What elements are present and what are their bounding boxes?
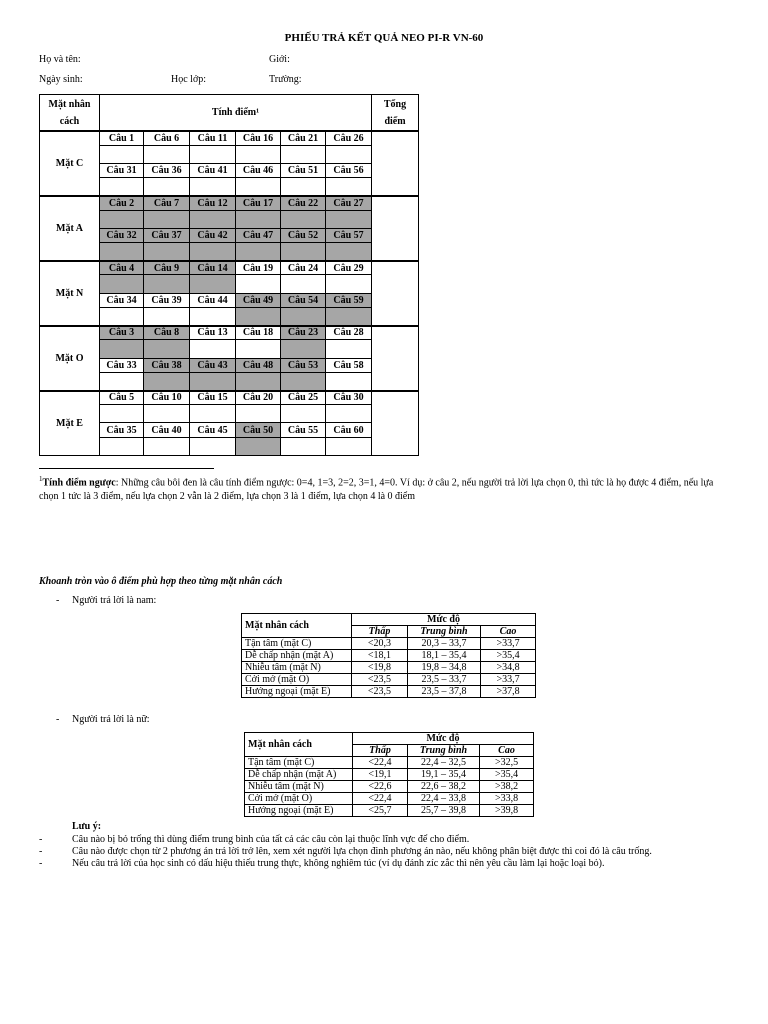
question-label: Câu 9 xyxy=(144,261,190,275)
dob-label: Ngày sinh: xyxy=(39,74,83,85)
norms-score: <23,5 xyxy=(352,674,408,686)
norms-score: 23,5 – 37,8 xyxy=(408,686,481,698)
male-header-high: Cao xyxy=(481,626,536,638)
answer-cell[interactable] xyxy=(100,437,144,455)
answer-cell[interactable] xyxy=(281,145,326,163)
norms-score: >33,7 xyxy=(481,638,536,650)
norms-score: 22,4 – 32,5 xyxy=(408,757,480,769)
question-label: Câu 32 xyxy=(100,228,144,242)
norms-score: >34,8 xyxy=(481,662,536,674)
header-personality-line1: Mặt nhân xyxy=(48,98,91,110)
question-label: Câu 44 xyxy=(190,293,236,307)
school-label: Trường: xyxy=(269,74,302,85)
answer-cell[interactable] xyxy=(236,145,281,163)
norms-score: <22,6 xyxy=(353,781,408,793)
footnote-text: : Những câu bôi đen là câu tính điểm ngược: 0=4, 1=3, 2=2, 3=1, 4=0. Ví dụ: ở câu 2, nếu người trả lời lựa chọn 0, thì tức là họ được 4 điểm, nếu lựa chọn 1 tức là 3 điểm, nếu lựa chọn 2 vẫn là 2 điểm, lựa chọn 3 là 1 điểm, lựa chọn 4 là 0 điểm xyxy=(39,477,714,503)
answer-cell[interactable] xyxy=(326,145,372,163)
norms-score: <22,4 xyxy=(353,757,408,769)
norms-score: >37,8 xyxy=(481,686,536,698)
total-score-cell[interactable] xyxy=(372,196,419,261)
answer-cell[interactable] xyxy=(190,210,236,228)
norms-dimension: Nhiễu tâm (mặt N) xyxy=(242,662,352,674)
answer-cell[interactable] xyxy=(144,372,190,390)
norms-score: >33,7 xyxy=(481,674,536,686)
header-total-line2: điểm xyxy=(384,115,406,127)
norms-dimension: Cởi mở (mặt O) xyxy=(242,674,352,686)
answer-cell[interactable] xyxy=(100,243,144,261)
question-label: Câu 10 xyxy=(144,391,190,405)
page-title: PHIẾU TRẢ KẾT QUẢ NEO PI-R VN-60 xyxy=(284,32,484,44)
question-label: Câu 53 xyxy=(281,358,326,372)
note-text: Câu nào bị bỏ trống thì dùng điểm trung bình của tất cả các câu còn lại thuộc lĩnh vực để cho điểm. xyxy=(72,834,470,845)
footnote-bold: Tính điểm ngược xyxy=(42,477,116,489)
question-label: Câu 54 xyxy=(281,293,326,307)
norms-dimension: Hướng ngoại (mặt E) xyxy=(245,805,353,817)
note-item: - Câu nào bị bỏ trống thì dùng điểm trung bình của tất cả các câu còn lại thuộc lĩnh vực để cho điểm. xyxy=(39,834,470,845)
question-label: Câu 34 xyxy=(100,293,144,307)
answer-cell[interactable] xyxy=(326,437,372,455)
norms-row xyxy=(245,805,534,817)
question-label: Câu 50 xyxy=(236,423,281,437)
name-label: Họ và tên: xyxy=(39,54,81,65)
norms-score: >33,8 xyxy=(480,793,534,805)
answer-cell[interactable] xyxy=(326,372,372,390)
question-label: Câu 13 xyxy=(190,326,236,340)
female-header-low: Thấp xyxy=(353,745,408,757)
question-label: Câu 18 xyxy=(236,326,281,340)
male-header-level: Mức độ xyxy=(352,614,536,626)
question-label: Câu 31 xyxy=(100,163,144,177)
question-label: Câu 39 xyxy=(144,293,190,307)
question-label: Câu 59 xyxy=(326,293,372,307)
footnote-separator xyxy=(39,468,214,469)
bullet-dash: - xyxy=(56,595,60,606)
norms-row xyxy=(245,793,534,805)
answer-cell[interactable] xyxy=(100,178,144,196)
norms-score: 22,6 – 38,2 xyxy=(408,781,480,793)
answer-cell[interactable] xyxy=(236,340,281,358)
question-label: Câu 46 xyxy=(236,163,281,177)
class-label: Học lớp: xyxy=(171,74,207,85)
answer-cell[interactable] xyxy=(326,243,372,261)
question-label: Câu 14 xyxy=(190,261,236,275)
norms-row xyxy=(245,781,534,793)
answer-cell[interactable] xyxy=(100,340,144,358)
notes-list xyxy=(39,834,739,870)
male-header-mid: Trung bình xyxy=(408,626,481,638)
answer-cell[interactable] xyxy=(326,340,372,358)
question-label: Câu 15 xyxy=(190,391,236,405)
question-label: Câu 4 xyxy=(100,261,144,275)
answer-cell[interactable] xyxy=(281,307,326,325)
bullet-dash: - xyxy=(56,714,60,725)
question-label: Câu 16 xyxy=(236,131,281,145)
total-score-cell[interactable] xyxy=(372,326,419,391)
female-norms-table xyxy=(244,732,534,817)
score-table xyxy=(39,94,419,456)
norms-score: >32,5 xyxy=(480,757,534,769)
header-total-line1: Tổng xyxy=(383,98,407,110)
norms-score: >35,4 xyxy=(480,769,534,781)
question-label: Câu 22 xyxy=(281,196,326,210)
answer-cell[interactable] xyxy=(190,405,236,423)
note-text: Câu nào được chọn từ 2 phương án trả lời trở lên, xem xét người lựa chọn đinh phương án nào, nếu không phân biệt được thì coi đó là câu trống. xyxy=(72,846,652,857)
question-label: Câu 23 xyxy=(281,326,326,340)
answer-cell[interactable] xyxy=(236,178,281,196)
answer-cell[interactable] xyxy=(236,405,281,423)
norms-row xyxy=(242,638,536,650)
score-row xyxy=(40,261,419,275)
answer-cell[interactable] xyxy=(144,275,190,293)
norms-dimension: Tận tâm (mặt C) xyxy=(242,638,352,650)
header-score: Tính điểm¹ xyxy=(100,95,372,132)
answer-cell[interactable] xyxy=(144,405,190,423)
answer-cell[interactable] xyxy=(190,145,236,163)
norms-row xyxy=(242,686,536,698)
score-row xyxy=(40,131,419,145)
male-header-low: Thấp xyxy=(352,626,408,638)
question-label: Câu 38 xyxy=(144,358,190,372)
answer-cell[interactable] xyxy=(236,210,281,228)
answer-cell[interactable] xyxy=(236,437,281,455)
norms-dimension: Tận tâm (mặt C) xyxy=(245,757,353,769)
norms-score: >35,4 xyxy=(481,650,536,662)
male-norms-table xyxy=(241,613,536,698)
notes-title: Lưu ý: xyxy=(72,821,102,832)
note-item: - Nếu câu trả lời của học sinh có dấu hiệu thiếu trung thực, không nghiêm túc (ví dụ đánh zíc zắc thì nên yêu cầu làm lại hoặc loại bỏ). xyxy=(39,858,605,869)
total-score-cell[interactable] xyxy=(372,391,419,456)
question-label: Câu 37 xyxy=(144,228,190,242)
note-item: - Câu nào được chọn từ 2 phương án trả lời trở lên, xem xét người lựa chọn đinh phương án nào, nếu không phân biệt được thì coi đó là câu trống. xyxy=(39,846,652,857)
norms-row xyxy=(242,674,536,686)
answer-cell[interactable] xyxy=(190,307,236,325)
question-label: Câu 41 xyxy=(190,163,236,177)
answer-cell[interactable] xyxy=(100,275,144,293)
norms-dimension: Dễ chấp nhận (mặt A) xyxy=(245,769,353,781)
norms-score: 20,3 – 33,7 xyxy=(408,638,481,650)
answer-cell[interactable] xyxy=(326,178,372,196)
answer-cell[interactable] xyxy=(281,178,326,196)
answer-cell[interactable] xyxy=(326,405,372,423)
header-total xyxy=(372,95,419,132)
answer-cell[interactable] xyxy=(144,243,190,261)
norms-row xyxy=(242,650,536,662)
answer-cell[interactable] xyxy=(100,405,144,423)
answer-cell[interactable] xyxy=(326,210,372,228)
header-personality-line2: cách xyxy=(59,115,80,127)
female-header-mid: Trung bình xyxy=(408,745,480,757)
question-label: Câu 60 xyxy=(326,423,372,437)
question-label: Câu 19 xyxy=(236,261,281,275)
male-intro: Người trả lời là nam: xyxy=(72,595,157,606)
norms-score: 18,1 – 35,4 xyxy=(408,650,481,662)
norms-score: 19,8 – 34,8 xyxy=(408,662,481,674)
answer-cell[interactable] xyxy=(326,307,372,325)
answer-cell[interactable] xyxy=(281,340,326,358)
question-label: Câu 2 xyxy=(100,196,144,210)
female-intro: Người trả lời là nữ: xyxy=(72,714,150,725)
question-label: Câu 27 xyxy=(326,196,372,210)
norms-dimension: Nhiễu tâm (mặt N) xyxy=(245,781,353,793)
answer-cell[interactable] xyxy=(190,372,236,390)
norms-row xyxy=(245,757,534,769)
female-header-dim: Mặt nhân cách xyxy=(245,733,353,757)
answer-cell[interactable] xyxy=(100,210,144,228)
answer-cell[interactable] xyxy=(100,307,144,325)
answer-cell[interactable] xyxy=(326,275,372,293)
score-row xyxy=(40,196,419,210)
question-label: Câu 33 xyxy=(100,358,144,372)
dimension-label: Mặt N xyxy=(40,261,100,326)
answer-cell[interactable] xyxy=(190,275,236,293)
question-label: Câu 5 xyxy=(100,391,144,405)
note-text: Nếu câu trả lời của học sinh có dấu hiệu thiếu trung thực, không nghiêm túc (ví dụ đánh zíc zắc thì nên yêu cầu làm lại hoặc loại bỏ). xyxy=(72,858,605,869)
norms-score: 25,7 – 39,8 xyxy=(408,805,480,817)
question-label: Câu 51 xyxy=(281,163,326,177)
norms-dimension: Cởi mở (mặt O) xyxy=(245,793,353,805)
question-label: Câu 56 xyxy=(326,163,372,177)
answer-cell[interactable] xyxy=(236,243,281,261)
male-header-dim: Mặt nhân cách xyxy=(242,614,352,638)
question-label: Câu 12 xyxy=(190,196,236,210)
question-label: Câu 58 xyxy=(326,358,372,372)
answer-cell[interactable] xyxy=(236,307,281,325)
norms-score: <18,1 xyxy=(352,650,408,662)
norms-score: 22,4 – 33,8 xyxy=(408,793,480,805)
norms-score: 23,5 – 33,7 xyxy=(408,674,481,686)
answer-cell[interactable] xyxy=(281,243,326,261)
female-header-high: Cao xyxy=(480,745,534,757)
total-score-cell[interactable] xyxy=(372,131,419,196)
answer-cell[interactable] xyxy=(281,372,326,390)
question-label: Câu 7 xyxy=(144,196,190,210)
norms-score: <20,3 xyxy=(352,638,408,650)
norms-dimension: Hướng ngoại (mặt E) xyxy=(242,686,352,698)
answer-cell[interactable] xyxy=(236,275,281,293)
answer-cell[interactable] xyxy=(190,178,236,196)
question-label: Câu 29 xyxy=(326,261,372,275)
answer-cell[interactable] xyxy=(281,210,326,228)
answer-cell[interactable] xyxy=(281,275,326,293)
question-label: Câu 40 xyxy=(144,423,190,437)
total-score-cell[interactable] xyxy=(372,261,419,326)
norms-score: <25,7 xyxy=(353,805,408,817)
gender-label: Giới: xyxy=(269,54,290,65)
question-label: Câu 17 xyxy=(236,196,281,210)
answer-cell[interactable] xyxy=(144,210,190,228)
answer-cell[interactable] xyxy=(236,372,281,390)
question-label: Câu 8 xyxy=(144,326,190,340)
answer-cell[interactable] xyxy=(281,437,326,455)
question-label: Câu 21 xyxy=(281,131,326,145)
norms-score: >38,2 xyxy=(480,781,534,793)
answer-cell[interactable] xyxy=(190,243,236,261)
question-label: Câu 1 xyxy=(100,131,144,145)
answer-cell[interactable] xyxy=(144,178,190,196)
female-header-level: Mức độ xyxy=(353,733,534,745)
dimension-label: Mặt A xyxy=(40,196,100,261)
answer-cell[interactable] xyxy=(144,340,190,358)
question-label: Câu 52 xyxy=(281,228,326,242)
question-label: Câu 26 xyxy=(326,131,372,145)
question-label: Câu 25 xyxy=(281,391,326,405)
answer-cell[interactable] xyxy=(190,437,236,455)
question-label: Câu 48 xyxy=(236,358,281,372)
dimension-label: Mặt O xyxy=(40,326,100,391)
section-title: Khoanh tròn vào ô điểm phù hợp theo từng mặt nhân cách xyxy=(39,576,283,587)
norms-score: <22,4 xyxy=(353,793,408,805)
header-personality xyxy=(40,95,100,132)
question-label: Câu 42 xyxy=(190,228,236,242)
score-row xyxy=(40,326,419,340)
norms-row xyxy=(242,662,536,674)
answer-cell[interactable] xyxy=(144,145,190,163)
question-label: Câu 30 xyxy=(326,391,372,405)
question-label: Câu 45 xyxy=(190,423,236,437)
norms-score: <19,1 xyxy=(353,769,408,781)
dimension-label: Mặt C xyxy=(40,131,100,196)
question-label: Câu 20 xyxy=(236,391,281,405)
answer-cell[interactable] xyxy=(190,340,236,358)
question-label: Câu 49 xyxy=(236,293,281,307)
question-label: Câu 57 xyxy=(326,228,372,242)
question-label: Câu 47 xyxy=(236,228,281,242)
question-label: Câu 35 xyxy=(100,423,144,437)
question-label: Câu 43 xyxy=(190,358,236,372)
norms-row xyxy=(245,769,534,781)
norms-score: <19,8 xyxy=(352,662,408,674)
answer-cell[interactable] xyxy=(100,372,144,390)
answer-cell[interactable] xyxy=(144,307,190,325)
answer-cell[interactable] xyxy=(100,145,144,163)
question-label: Câu 24 xyxy=(281,261,326,275)
footnote-marker: 1 xyxy=(39,475,43,483)
score-row xyxy=(40,391,419,405)
question-label: Câu 36 xyxy=(144,163,190,177)
dimension-label: Mặt E xyxy=(40,391,100,456)
norms-score: <23,5 xyxy=(352,686,408,698)
norms-score: >39,8 xyxy=(480,805,534,817)
question-label: Câu 11 xyxy=(190,131,236,145)
question-label: Câu 55 xyxy=(281,423,326,437)
answer-cell[interactable] xyxy=(144,437,190,455)
question-label: Câu 6 xyxy=(144,131,190,145)
question-label: Câu 3 xyxy=(100,326,144,340)
answer-cell[interactable] xyxy=(281,405,326,423)
norms-score: 19,1 – 35,4 xyxy=(408,769,480,781)
question-label: Câu 28 xyxy=(326,326,372,340)
footnote xyxy=(39,472,729,504)
norms-dimension: Dễ chấp nhận (mặt A) xyxy=(242,650,352,662)
